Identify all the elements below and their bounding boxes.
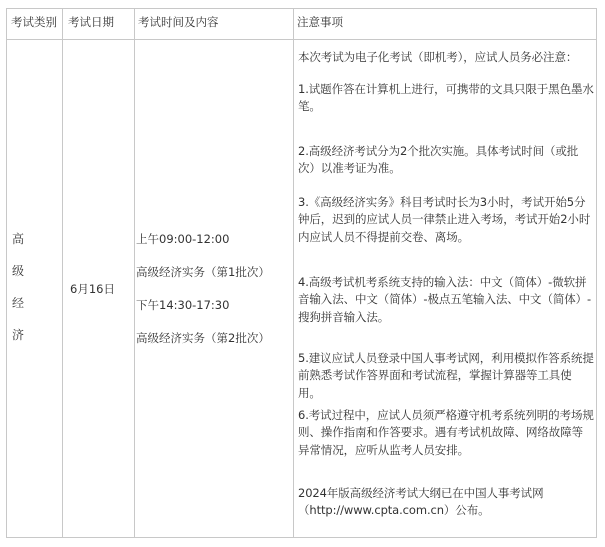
header-notes: 注意事项 [297,15,343,29]
session-1-content: 高级经济实务（第1批次） [136,265,270,279]
notes-footer: 2024年版高级经济考试大纲已在中国人事考试网（http://www.cpta.com.cn）公布。 [298,486,544,518]
note-item: 2.高级经济考试分为2个批次实施。具体考试时间（或批次）以准考证为准。 [298,144,579,176]
category-char: 高 [12,232,25,246]
note-item: 5.建议应试人员登录中国人事考试网，利用模拟作答系统提前熟悉考试作答界面和考试流程，掌握计算器等工具使用。 [298,351,594,400]
exam-schedule-table [6,8,597,538]
notes-intro: 本次考试为电子化考试（即机考），应试人员务必注意： [298,50,578,64]
category-char: 级 [12,264,25,278]
session-2-time: 下午14:30-17:30 [136,298,230,312]
category-char: 经 [12,296,25,310]
header-divider [7,39,596,40]
session-2-content: 高级经济实务（第2批次） [136,331,270,345]
session-1-time: 上午09:00-12:00 [136,232,230,246]
column-divider [134,9,135,537]
category-cell [12,232,24,360]
note-item: 4.高级考试机考系统支持的输入法：中文（简体）-微软拼音输入法、中文（简体）-极点五笔输入法、中文（简体）-搜狗拼音输入法。 [298,275,592,324]
header-time-content: 考试时间及内容 [138,15,219,29]
date-cell: 6月16日 [70,282,115,296]
note-item: 3.《高级经济实务》科目考试时长为3小时，考试开始5分钟后，迟到的应试人员一律禁止进入考场，考试开始2小时内应试人员不得提前交卷、离场。 [298,195,591,244]
column-divider [293,9,294,537]
header-date: 考试日期 [68,15,114,29]
note-item: 6.考试过程中，应试人员须严格遵守机考系统列明的考场规则、操作指南和作答要求。遇有考试机故障、网络故障等异常情况，应听从监考人员安排。 [298,408,594,457]
category-char: 济 [12,328,25,342]
column-divider [62,9,63,537]
note-item: 1.试题作答在计算机上进行，可携带的文具只限于黑色墨水笔。 [298,82,594,114]
header-category: 考试类别 [11,15,57,29]
